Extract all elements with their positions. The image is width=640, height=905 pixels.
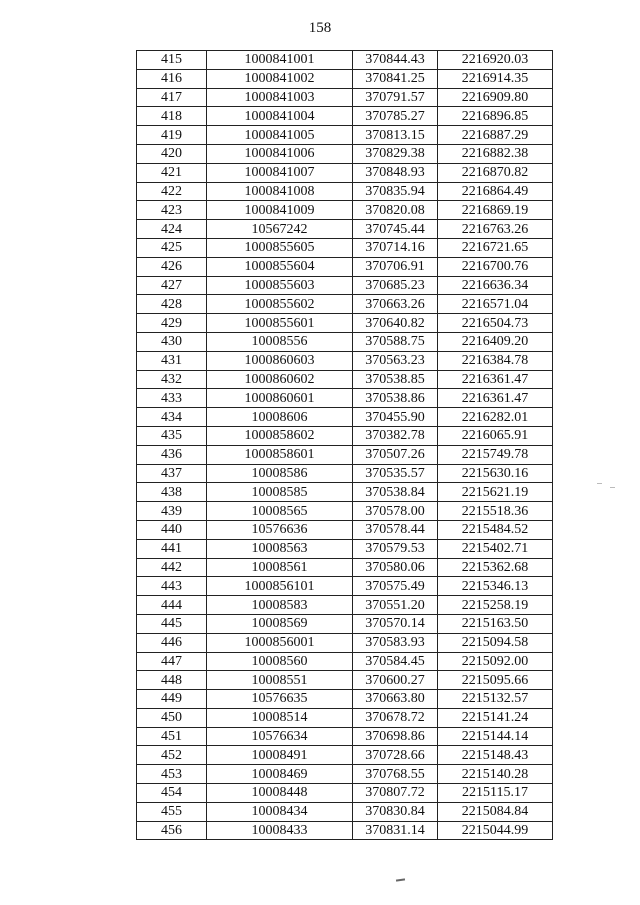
x-coordinate-cell: 370640.82 bbox=[353, 314, 438, 333]
x-coordinate-cell: 370678.72 bbox=[353, 708, 438, 727]
x-coordinate-cell: 370820.08 bbox=[353, 201, 438, 220]
table-row bbox=[137, 671, 553, 690]
point-number-cell: 436 bbox=[137, 445, 207, 464]
point-id-cell: 10008491 bbox=[207, 746, 353, 765]
point-id-cell: 10008585 bbox=[207, 483, 353, 502]
x-coordinate-cell: 370745.44 bbox=[353, 220, 438, 239]
y-coordinate-cell: 2215144.14 bbox=[438, 727, 553, 746]
point-number-cell: 428 bbox=[137, 295, 207, 314]
y-coordinate-cell: 2215095.66 bbox=[438, 671, 553, 690]
point-id-cell: 10008433 bbox=[207, 821, 353, 840]
table-row bbox=[137, 238, 553, 257]
y-coordinate-cell: 2216384.78 bbox=[438, 351, 553, 370]
x-coordinate-cell: 370551.20 bbox=[353, 596, 438, 615]
table-row bbox=[137, 596, 553, 615]
point-number-cell: 450 bbox=[137, 708, 207, 727]
table-row bbox=[137, 220, 553, 239]
x-coordinate-cell: 370807.72 bbox=[353, 784, 438, 803]
point-number-cell: 452 bbox=[137, 746, 207, 765]
point-number-cell: 431 bbox=[137, 351, 207, 370]
x-coordinate-cell: 370570.14 bbox=[353, 614, 438, 633]
table-row bbox=[137, 445, 553, 464]
x-coordinate-cell: 370728.66 bbox=[353, 746, 438, 765]
point-id-cell: 10008551 bbox=[207, 671, 353, 690]
table-row bbox=[137, 314, 553, 333]
x-coordinate-cell: 370455.90 bbox=[353, 408, 438, 427]
table-row bbox=[137, 295, 553, 314]
point-number-cell: 419 bbox=[137, 126, 207, 145]
margin-mark bbox=[597, 483, 602, 484]
point-number-cell: 439 bbox=[137, 502, 207, 521]
point-number-cell: 424 bbox=[137, 220, 207, 239]
y-coordinate-cell: 2215621.19 bbox=[438, 483, 553, 502]
point-id-cell: 1000855603 bbox=[207, 276, 353, 295]
table-row bbox=[137, 690, 553, 709]
point-id-cell: 10576635 bbox=[207, 690, 353, 709]
x-coordinate-cell: 370768.55 bbox=[353, 765, 438, 784]
point-number-cell: 425 bbox=[137, 238, 207, 257]
x-coordinate-cell: 370813.15 bbox=[353, 126, 438, 145]
point-id-cell: 1000841005 bbox=[207, 126, 353, 145]
point-number-cell: 454 bbox=[137, 784, 207, 803]
x-coordinate-cell: 370575.49 bbox=[353, 577, 438, 596]
y-coordinate-cell: 2216869.19 bbox=[438, 201, 553, 220]
point-id-cell: 10008563 bbox=[207, 539, 353, 558]
y-coordinate-cell: 2215518.36 bbox=[438, 502, 553, 521]
point-id-cell: 10576636 bbox=[207, 520, 353, 539]
x-coordinate-cell: 370835.94 bbox=[353, 182, 438, 201]
x-coordinate-cell: 370685.23 bbox=[353, 276, 438, 295]
point-id-cell: 10008565 bbox=[207, 502, 353, 521]
coordinates-table bbox=[136, 50, 553, 840]
x-coordinate-cell: 370538.86 bbox=[353, 389, 438, 408]
y-coordinate-cell: 2215749.78 bbox=[438, 445, 553, 464]
point-id-cell: 10008434 bbox=[207, 802, 353, 821]
table-row bbox=[137, 88, 553, 107]
x-coordinate-cell: 370579.53 bbox=[353, 539, 438, 558]
table-row bbox=[137, 464, 553, 483]
x-coordinate-cell: 370663.80 bbox=[353, 690, 438, 709]
table-row bbox=[137, 727, 553, 746]
point-number-cell: 430 bbox=[137, 332, 207, 351]
point-id-cell: 1000841008 bbox=[207, 182, 353, 201]
table-row bbox=[137, 276, 553, 295]
table-row bbox=[137, 652, 553, 671]
x-coordinate-cell: 370600.27 bbox=[353, 671, 438, 690]
table-row bbox=[137, 408, 553, 427]
table-row bbox=[137, 426, 553, 445]
table-row bbox=[137, 821, 553, 840]
point-number-cell: 446 bbox=[137, 633, 207, 652]
y-coordinate-cell: 2215140.28 bbox=[438, 765, 553, 784]
x-coordinate-cell: 370830.84 bbox=[353, 802, 438, 821]
point-number-cell: 449 bbox=[137, 690, 207, 709]
x-coordinate-cell: 370791.57 bbox=[353, 88, 438, 107]
point-id-cell: 10008606 bbox=[207, 408, 353, 427]
table-row bbox=[137, 201, 553, 220]
point-id-cell: 1000860602 bbox=[207, 370, 353, 389]
point-id-cell: 1000858601 bbox=[207, 445, 353, 464]
table-row bbox=[137, 633, 553, 652]
point-id-cell: 10567242 bbox=[207, 220, 353, 239]
coordinates-table-body bbox=[137, 51, 553, 840]
point-number-cell: 453 bbox=[137, 765, 207, 784]
y-coordinate-cell: 2215362.68 bbox=[438, 558, 553, 577]
x-coordinate-cell: 370578.00 bbox=[353, 502, 438, 521]
table-row bbox=[137, 802, 553, 821]
y-coordinate-cell: 2216282.01 bbox=[438, 408, 553, 427]
x-coordinate-cell: 370584.45 bbox=[353, 652, 438, 671]
point-id-cell: 10008561 bbox=[207, 558, 353, 577]
y-coordinate-cell: 2216636.34 bbox=[438, 276, 553, 295]
table-row bbox=[137, 257, 553, 276]
y-coordinate-cell: 2215141.24 bbox=[438, 708, 553, 727]
table-row bbox=[137, 539, 553, 558]
table-row bbox=[137, 746, 553, 765]
y-coordinate-cell: 2215346.13 bbox=[438, 577, 553, 596]
point-number-cell: 451 bbox=[137, 727, 207, 746]
point-id-cell: 10008583 bbox=[207, 596, 353, 615]
y-coordinate-cell: 2215092.00 bbox=[438, 652, 553, 671]
table-row bbox=[137, 332, 553, 351]
table-row bbox=[137, 351, 553, 370]
point-number-cell: 437 bbox=[137, 464, 207, 483]
x-coordinate-cell: 370829.38 bbox=[353, 144, 438, 163]
y-coordinate-cell: 2215094.58 bbox=[438, 633, 553, 652]
y-coordinate-cell: 2216882.38 bbox=[438, 144, 553, 163]
point-id-cell: 1000855604 bbox=[207, 257, 353, 276]
y-coordinate-cell: 2216700.76 bbox=[438, 257, 553, 276]
y-coordinate-cell: 2216361.47 bbox=[438, 370, 553, 389]
point-id-cell: 1000841006 bbox=[207, 144, 353, 163]
point-number-cell: 441 bbox=[137, 539, 207, 558]
y-coordinate-cell: 2216887.29 bbox=[438, 126, 553, 145]
point-number-cell: 440 bbox=[137, 520, 207, 539]
table-row bbox=[137, 51, 553, 70]
point-id-cell: 1000855605 bbox=[207, 238, 353, 257]
table-row bbox=[137, 520, 553, 539]
point-number-cell: 438 bbox=[137, 483, 207, 502]
y-coordinate-cell: 2215630.16 bbox=[438, 464, 553, 483]
point-number-cell: 422 bbox=[137, 182, 207, 201]
point-id-cell: 1000855601 bbox=[207, 314, 353, 333]
point-id-cell: 1000856001 bbox=[207, 633, 353, 652]
point-number-cell: 456 bbox=[137, 821, 207, 840]
page-number: 158 bbox=[308, 20, 332, 36]
table-row bbox=[137, 144, 553, 163]
x-coordinate-cell: 370583.93 bbox=[353, 633, 438, 652]
y-coordinate-cell: 2215258.19 bbox=[438, 596, 553, 615]
x-coordinate-cell: 370841.25 bbox=[353, 69, 438, 88]
y-coordinate-cell: 2215484.52 bbox=[438, 520, 553, 539]
point-id-cell: 1000858602 bbox=[207, 426, 353, 445]
point-number-cell: 433 bbox=[137, 389, 207, 408]
y-coordinate-cell: 2216870.82 bbox=[438, 163, 553, 182]
y-coordinate-cell: 2215402.71 bbox=[438, 539, 553, 558]
point-id-cell: 1000841004 bbox=[207, 107, 353, 126]
y-coordinate-cell: 2216909.80 bbox=[438, 88, 553, 107]
y-coordinate-cell: 2216065.91 bbox=[438, 426, 553, 445]
point-number-cell: 415 bbox=[137, 51, 207, 70]
x-coordinate-cell: 370714.16 bbox=[353, 238, 438, 257]
y-coordinate-cell: 2216571.04 bbox=[438, 295, 553, 314]
point-number-cell: 429 bbox=[137, 314, 207, 333]
table-row bbox=[137, 708, 553, 727]
point-id-cell: 1000856101 bbox=[207, 577, 353, 596]
x-coordinate-cell: 370563.23 bbox=[353, 351, 438, 370]
point-id-cell: 1000860601 bbox=[207, 389, 353, 408]
point-id-cell: 10008514 bbox=[207, 708, 353, 727]
point-number-cell: 427 bbox=[137, 276, 207, 295]
point-number-cell: 416 bbox=[137, 69, 207, 88]
point-id-cell: 1000841001 bbox=[207, 51, 353, 70]
margin-mark bbox=[610, 487, 615, 488]
point-number-cell: 444 bbox=[137, 596, 207, 615]
table-row bbox=[137, 765, 553, 784]
point-number-cell: 443 bbox=[137, 577, 207, 596]
y-coordinate-cell: 2215044.99 bbox=[438, 821, 553, 840]
x-coordinate-cell: 370578.44 bbox=[353, 520, 438, 539]
x-coordinate-cell: 370844.43 bbox=[353, 51, 438, 70]
point-number-cell: 435 bbox=[137, 426, 207, 445]
point-id-cell: 10008448 bbox=[207, 784, 353, 803]
x-coordinate-cell: 370382.78 bbox=[353, 426, 438, 445]
point-number-cell: 423 bbox=[137, 201, 207, 220]
x-coordinate-cell: 370535.57 bbox=[353, 464, 438, 483]
point-id-cell: 1000841003 bbox=[207, 88, 353, 107]
table-row bbox=[137, 126, 553, 145]
point-number-cell: 455 bbox=[137, 802, 207, 821]
y-coordinate-cell: 2216896.85 bbox=[438, 107, 553, 126]
y-coordinate-cell: 2216361.47 bbox=[438, 389, 553, 408]
x-coordinate-cell: 370698.86 bbox=[353, 727, 438, 746]
point-id-cell: 1000860603 bbox=[207, 351, 353, 370]
footer-mark bbox=[396, 878, 405, 881]
point-number-cell: 417 bbox=[137, 88, 207, 107]
table-row bbox=[137, 69, 553, 88]
point-id-cell: 1000841002 bbox=[207, 69, 353, 88]
table-row bbox=[137, 784, 553, 803]
point-id-cell: 10576634 bbox=[207, 727, 353, 746]
x-coordinate-cell: 370848.93 bbox=[353, 163, 438, 182]
point-id-cell: 1000855602 bbox=[207, 295, 353, 314]
x-coordinate-cell: 370706.91 bbox=[353, 257, 438, 276]
point-number-cell: 447 bbox=[137, 652, 207, 671]
point-number-cell: 434 bbox=[137, 408, 207, 427]
point-number-cell: 448 bbox=[137, 671, 207, 690]
y-coordinate-cell: 2216864.49 bbox=[438, 182, 553, 201]
y-coordinate-cell: 2215132.57 bbox=[438, 690, 553, 709]
x-coordinate-cell: 370507.26 bbox=[353, 445, 438, 464]
y-coordinate-cell: 2215163.50 bbox=[438, 614, 553, 633]
table-row bbox=[137, 107, 553, 126]
y-coordinate-cell: 2215084.84 bbox=[438, 802, 553, 821]
y-coordinate-cell: 2216763.26 bbox=[438, 220, 553, 239]
x-coordinate-cell: 370538.85 bbox=[353, 370, 438, 389]
table-row bbox=[137, 163, 553, 182]
y-coordinate-cell: 2216914.35 bbox=[438, 69, 553, 88]
point-number-cell: 432 bbox=[137, 370, 207, 389]
x-coordinate-cell: 370588.75 bbox=[353, 332, 438, 351]
point-number-cell: 442 bbox=[137, 558, 207, 577]
y-coordinate-cell: 2215115.17 bbox=[438, 784, 553, 803]
y-coordinate-cell: 2215148.43 bbox=[438, 746, 553, 765]
x-coordinate-cell: 370785.27 bbox=[353, 107, 438, 126]
point-number-cell: 420 bbox=[137, 144, 207, 163]
point-id-cell: 1000841007 bbox=[207, 163, 353, 182]
point-id-cell: 10008560 bbox=[207, 652, 353, 671]
point-id-cell: 10008469 bbox=[207, 765, 353, 784]
point-id-cell: 10008586 bbox=[207, 464, 353, 483]
point-number-cell: 445 bbox=[137, 614, 207, 633]
table-row bbox=[137, 558, 553, 577]
table-row bbox=[137, 483, 553, 502]
x-coordinate-cell: 370831.14 bbox=[353, 821, 438, 840]
table-row bbox=[137, 614, 553, 633]
x-coordinate-cell: 370580.06 bbox=[353, 558, 438, 577]
table-row bbox=[137, 370, 553, 389]
table-row bbox=[137, 502, 553, 521]
point-id-cell: 1000841009 bbox=[207, 201, 353, 220]
y-coordinate-cell: 2216721.65 bbox=[438, 238, 553, 257]
table-row bbox=[137, 389, 553, 408]
x-coordinate-cell: 370663.26 bbox=[353, 295, 438, 314]
point-id-cell: 10008556 bbox=[207, 332, 353, 351]
y-coordinate-cell: 2216920.03 bbox=[438, 51, 553, 70]
point-number-cell: 421 bbox=[137, 163, 207, 182]
point-number-cell: 426 bbox=[137, 257, 207, 276]
x-coordinate-cell: 370538.84 bbox=[353, 483, 438, 502]
table-row bbox=[137, 182, 553, 201]
y-coordinate-cell: 2216409.20 bbox=[438, 332, 553, 351]
y-coordinate-cell: 2216504.73 bbox=[438, 314, 553, 333]
table-row bbox=[137, 577, 553, 596]
point-number-cell: 418 bbox=[137, 107, 207, 126]
point-id-cell: 10008569 bbox=[207, 614, 353, 633]
